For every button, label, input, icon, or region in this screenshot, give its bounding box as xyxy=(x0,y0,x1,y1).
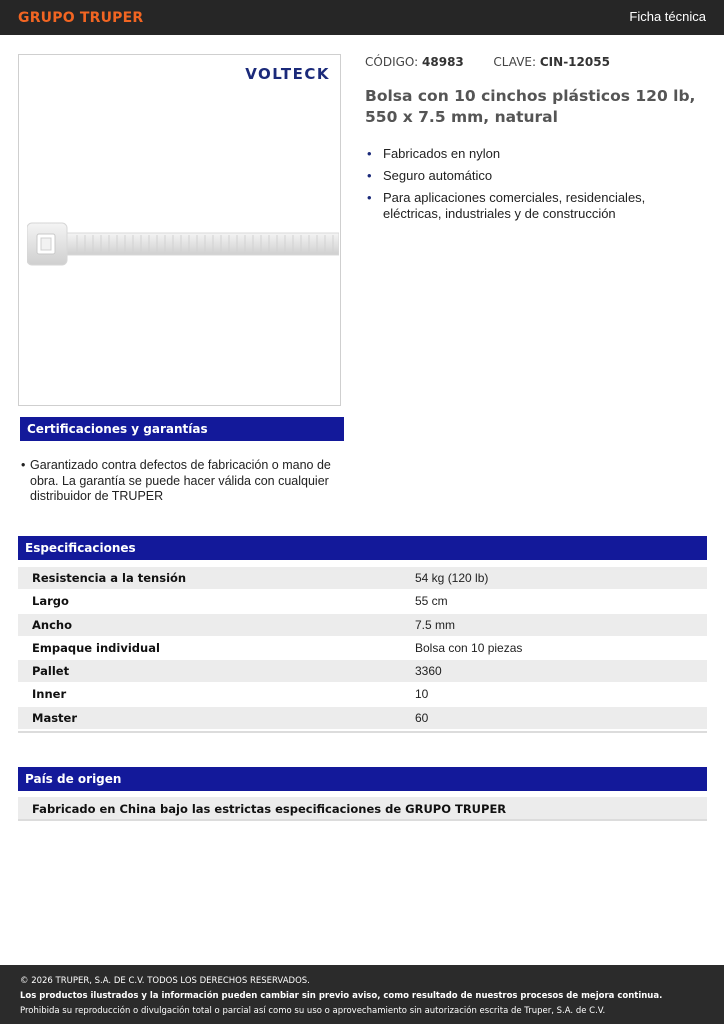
clave-label: CLAVE: xyxy=(493,55,537,69)
top-bar xyxy=(0,0,724,35)
spec-label: Largo xyxy=(32,594,69,609)
spec-label: Ancho xyxy=(32,617,72,632)
cable-tie-image xyxy=(27,221,339,269)
codigo-label: CÓDIGO: xyxy=(365,55,419,69)
spec-label: Inner xyxy=(32,687,67,702)
spec-value: 55 cm xyxy=(415,594,448,609)
product-codes xyxy=(365,55,610,69)
warranty-text: • Garantizado contra defectos de fabricación o mano de obra. La garantía se puede hacer válida con cualquier distribuidor de TRUPER xyxy=(21,458,339,505)
table-row xyxy=(18,707,707,730)
table-row xyxy=(18,567,707,590)
table-row xyxy=(18,614,707,637)
table-divider xyxy=(18,731,707,733)
codigo-value: 48983 xyxy=(422,55,464,69)
spec-value: 3360 xyxy=(415,664,442,679)
spec-label: Pallet xyxy=(32,664,70,679)
table-row xyxy=(18,590,707,613)
copyright-text: © 2026 TRUPER, S.A. DE C.V. TODOS LOS DERECHOS RESERVADOS. xyxy=(20,976,310,986)
legal-text: Prohibida su reproducción o divulgación total o parcial así como su uso o aprovechamiento sin autorización escrita de Truper, S.A. de C.V. xyxy=(20,1006,606,1016)
spec-value: 7.5 mm xyxy=(415,617,456,632)
footer xyxy=(0,965,724,1024)
spec-value: 10 xyxy=(415,687,429,702)
feature-item: • Seguro automático xyxy=(365,168,705,184)
spec-value: 54 kg (120 lb) xyxy=(415,571,489,585)
certifications-heading: Certificaciones y garantías xyxy=(20,417,344,441)
brand-logo: GRUPO TRUPER xyxy=(18,10,144,26)
specs-heading: Especificaciones xyxy=(18,536,707,560)
table-row xyxy=(18,660,707,683)
specs-table xyxy=(18,567,707,730)
spec-label: Empaque individual xyxy=(32,640,160,655)
document-type: Ficha técnica xyxy=(629,9,706,24)
clave-value: CIN-12055 xyxy=(539,55,610,69)
origin-text: Fabricado en China bajo las estrictas especificaciones de GRUPO TRUPER xyxy=(32,802,507,816)
product-image-frame xyxy=(18,54,341,406)
product-title: Bolsa con 10 cinchos plásticos 120 lb, 550 x 7.5 mm, natural xyxy=(365,87,696,126)
feature-list xyxy=(365,146,705,228)
spec-value: Bolsa con 10 piezas xyxy=(415,640,523,655)
table-row xyxy=(18,637,707,660)
disclaimer-text: Los productos ilustrados y la información pueden cambiar sin previo aviso, como resultado de nuestros procesos de mejora continua. xyxy=(20,991,663,1001)
spec-label: Master xyxy=(32,710,78,725)
feature-item: • Para aplicaciones comerciales, residenciales, eléctricas, industriales y de construcción xyxy=(365,190,705,222)
feature-item: • Fabricados en nylon xyxy=(365,146,705,162)
table-row xyxy=(18,683,707,706)
volteck-logo: VOLTECK xyxy=(245,65,330,83)
origin-row xyxy=(18,797,707,821)
spec-value: 60 xyxy=(415,710,429,725)
spec-label: Resistencia a la tensión xyxy=(32,571,187,585)
origin-heading: País de origen xyxy=(18,767,707,791)
